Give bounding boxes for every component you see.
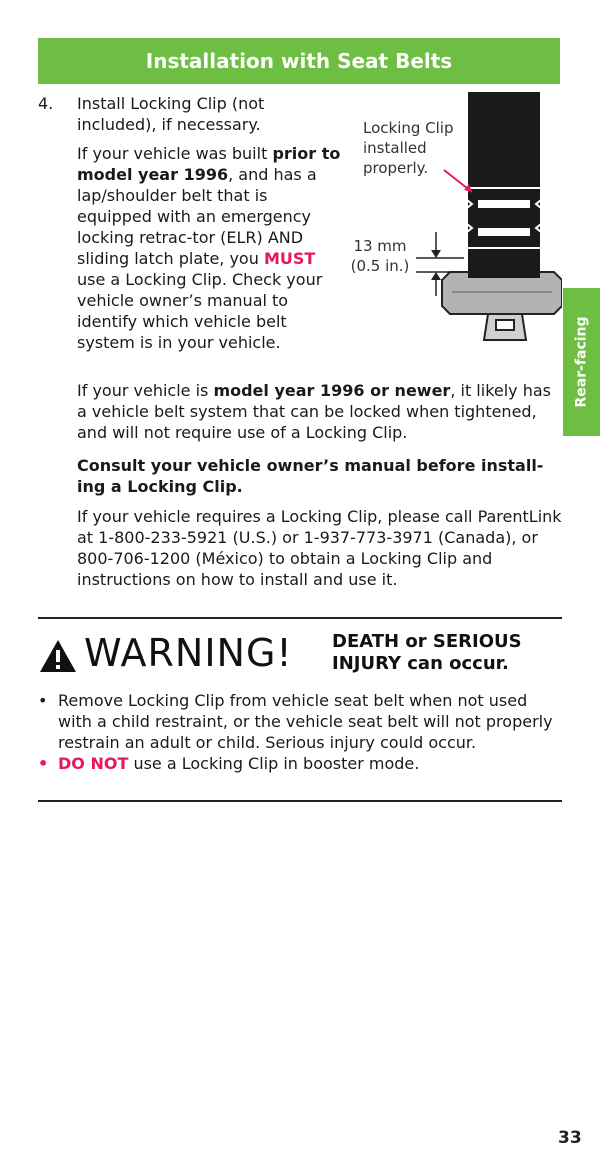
divider-top bbox=[38, 617, 562, 619]
emphasis-text: DO NOT bbox=[58, 754, 129, 773]
text: , and has a lap/shoulder belt that is equipped with an emergency locking retrac-tor (ELR) AND sliding latch plate, you bbox=[77, 165, 317, 268]
text: use a Locking Clip. Check your vehicle owner’s manual to identify which vehicle belt system is in your vehicle. bbox=[77, 270, 323, 352]
text: , it likely has a vehicle belt system that can be locked when tightened, and will not require use of a Locking Clip. bbox=[77, 381, 552, 442]
emphasis-text: MUST bbox=[263, 249, 316, 268]
bullet-icon: • bbox=[38, 754, 49, 773]
bullet-text: use a Locking Clip in booster mode. bbox=[128, 754, 420, 773]
figure-caption: Locking Clip installed properly. bbox=[363, 119, 454, 177]
list-item bbox=[38, 753, 562, 774]
section-title: Installation with Seat Belts bbox=[145, 49, 453, 73]
measurement-label bbox=[340, 236, 420, 276]
side-tab bbox=[563, 288, 600, 436]
divider-bottom bbox=[38, 800, 562, 802]
section-header bbox=[38, 38, 560, 84]
warning-heading: WARNING! bbox=[84, 631, 293, 675]
measurement-mm: 13 mm bbox=[353, 237, 407, 255]
list-item bbox=[38, 690, 562, 753]
parentlink-contact: If your vehicle requires a Locking Clip, please call ParentLink at 1-800-233-5921 (U.S.) or 1-937-773-3971 (Canada), or 800-706-1200 (México) to obtain a Locking Clip and instructions on how to install and use it. bbox=[77, 507, 562, 589]
page-number: 33 bbox=[558, 1128, 582, 1148]
bullet-text: Remove Locking Clip from vehicle seat belt when not used with a child restraint, or the vehicle seat belt will not properly restrain an adult or child. Serious injury could occur. bbox=[58, 691, 553, 752]
measurement-in: (0.5 in.) bbox=[350, 257, 410, 275]
bold-text: prior to model year 1996 bbox=[77, 144, 341, 184]
bullet-icon: • bbox=[38, 691, 48, 710]
warning-list bbox=[38, 690, 562, 774]
warning-subtitle: DEATH or SERIOUS INJURY can occur. bbox=[332, 631, 522, 674]
text: If your vehicle is bbox=[77, 381, 214, 400]
consult-manual-note: Consult your vehicle owner’s manual before install-ing a Locking Clip. bbox=[77, 456, 544, 496]
warning-triangle-icon bbox=[38, 638, 78, 674]
side-tab-label: Rear-facing bbox=[573, 316, 590, 408]
bold-text: model year 1996 or newer bbox=[213, 381, 451, 400]
step-number: 4. bbox=[38, 94, 54, 113]
paragraph-1996-newer bbox=[77, 380, 563, 443]
paragraph-pre-1996 bbox=[77, 143, 342, 353]
text: If your vehicle was built bbox=[77, 144, 273, 163]
step-intro: Install Locking Clip (not included), if necessary. bbox=[77, 94, 265, 134]
